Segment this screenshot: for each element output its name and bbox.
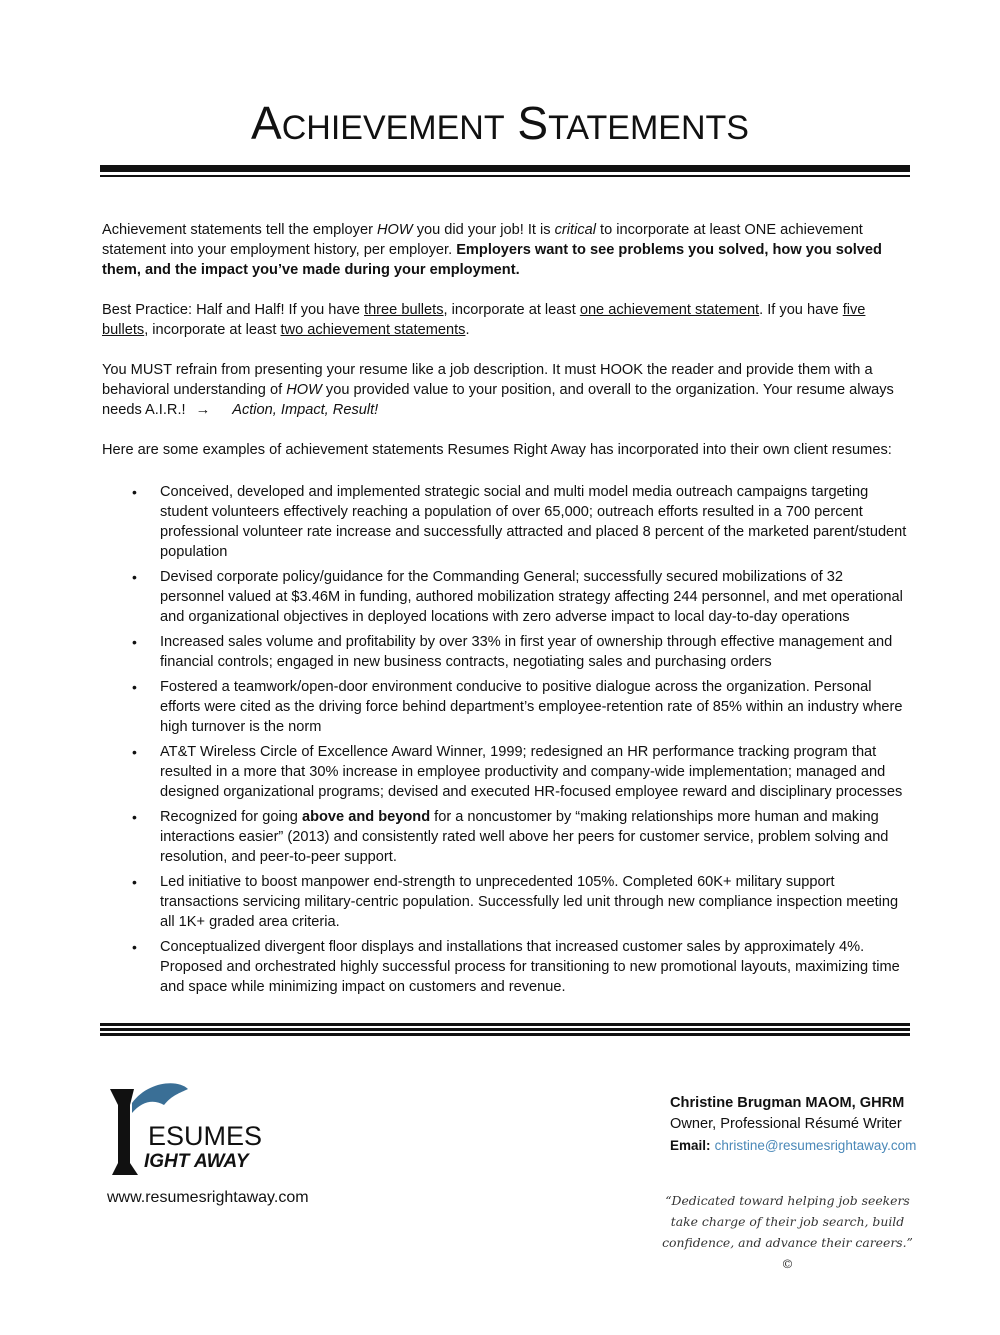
achievement-list xyxy=(102,482,910,997)
bullet-icon: • xyxy=(132,874,137,890)
tagline: “Dedicated toward helping job seekers take charge of their job search, build confidence, and advance their careers.” © xyxy=(662,1193,913,1271)
page-title: ACHIEVEMENT STATEMENTS xyxy=(251,97,749,149)
list-item: • Conceived, developed and implemented strategic social and multi model media outreach campaigns targeting student volunteers effectively reaching a population of over 65,000; outreach efforts resulted in a 700 percent professional volunteer rate increase and successfully attracted and placed 8 percent of the marketed parent/student population xyxy=(132,484,907,560)
arrow-right-icon: → xyxy=(195,402,211,418)
bullet-icon: • xyxy=(132,744,137,760)
email-label: Email: xyxy=(670,1138,711,1153)
company-logo xyxy=(108,1083,318,1178)
intro-paragraph-3: You MUST refrain from presenting your resume like a job description. It must HOOK the reader and provide them with a behavioral understanding of HOW you provided value to your position, and overall to the organization. Your resume always needs A.I.R.! → Action, Impact, Result! xyxy=(102,362,894,418)
title-divider xyxy=(100,165,910,177)
website-url[interactable]: www.resumesrightaway.com xyxy=(107,1189,309,1206)
logo-swoosh xyxy=(132,1083,188,1113)
author-role: Owner, Professional Résumé Writer xyxy=(670,1116,902,1132)
list-item: • Fostered a teamwork/open-door environment conducive to positive dialogue across the organization. Personal efforts were cited as the driving force behind department’s employee-retention rate of 85% within an industry where high turnover is the norm xyxy=(132,679,903,735)
bullet-icon: • xyxy=(132,939,137,955)
bullet-icon: • xyxy=(132,634,137,650)
bullet-icon: • xyxy=(132,484,137,500)
email-link[interactable]: christine@resumesrightaway.com xyxy=(714,1138,917,1153)
list-item: • Conceptualized divergent floor displays and installations that increased customer sales by approximately 4%. Proposed and orchestrated highly successful process for transitioning to new promotional layouts, maximizing time and space while minimizing impact on customers and revenue. xyxy=(132,939,900,995)
svg-text:IGHT AWAY: IGHT AWAY xyxy=(144,1151,249,1172)
intro-paragraph-1: Achievement statements tell the employer HOW you did your job! It is critical to incorporate at least ONE achievement statement into your employment history, per employer. Employers want to see problems you solved, how you solved them, and the impact you’ve made during your employment. xyxy=(102,222,882,278)
list-item: • Increased sales volume and profitability by over 33% in first year of ownership through effective management and financial controls; engaged in new business contracts, negotiating sales and purchasing orders xyxy=(132,634,893,670)
author-name: Christine Brugman MAOM, GHRM xyxy=(670,1095,905,1111)
resumes-right-away-logo-icon xyxy=(108,1083,318,1178)
email-line xyxy=(670,1135,916,1157)
list-item: • Led initiative to boost manpower end-strength to unprecedented 105%. Completed 60K+ military support transactions servicing military-centric population. Successfully led unit through new compliance inspection meeting all 1K+ graded area criteria. xyxy=(132,874,899,930)
contact-block xyxy=(670,1093,916,1157)
main-content xyxy=(102,220,910,1002)
list-item: • Devised corporate policy/guidance for the Commanding General; successfully secured mobilizations of 32 personnel valued at $3.46M in funding, authored mobilization strategy affecting 244 personnel, and met operational and organizational objectives in deployed locations with zero adverse impact to local day-to-day operations xyxy=(132,569,903,625)
intro-paragraph-4: Here are some examples of achievement statements Resumes Right Away has incorporated into their own client resumes: xyxy=(102,442,892,458)
list-item: • Recognized for going above and beyond for a noncustomer by “making relationships more human and making interactions easier” (2013) and consistently rated well above her peers for customer service, problem solving and resolution, and peer-to-peer support. xyxy=(132,809,889,865)
svg-text:ESUMES: ESUMES xyxy=(148,1121,263,1151)
intro-paragraph-2: Best Practice: Half and Half! If you have three bullets, incorporate at least one achievement statement. If you have five bullets, incorporate at least two achievement statements. xyxy=(102,302,866,338)
bullet-icon: • xyxy=(132,809,137,825)
footer-divider xyxy=(100,1023,910,1038)
list-item: • AT&T Wireless Circle of Excellence Award Winner, 1999; redesigned an HR performance tracking program that resulted in a more that 30% increase in employee productivity and company-wide implementation; managed and designed organizational programs; devised and executed HR-focused employee reward and disciplinary processes xyxy=(132,744,903,800)
bullet-icon: • xyxy=(132,569,137,585)
bullet-icon: • xyxy=(132,679,137,695)
